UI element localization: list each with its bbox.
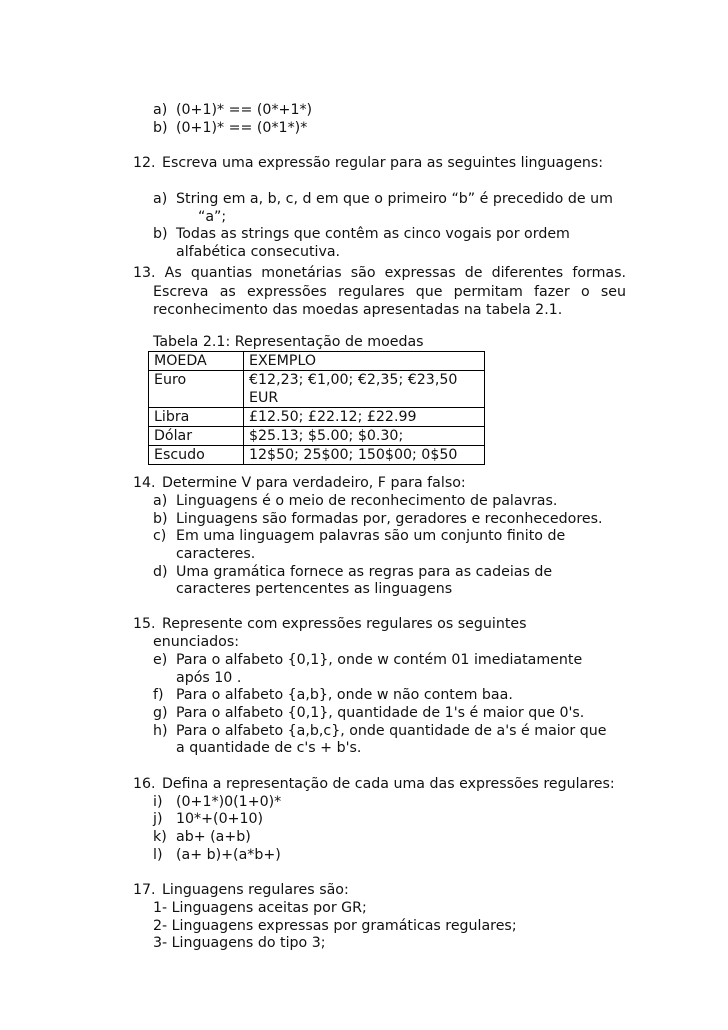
currency-table — [148, 351, 485, 465]
list-item-text: Para o alfabeto {0,1}, onde w contém 01 imediatamente — [176, 652, 583, 668]
question-text: Escreva uma expressão regular para as seguintes linguagens: — [162, 155, 604, 171]
question-number: 17. — [133, 882, 156, 898]
table-cell: Escudo — [149, 446, 244, 465]
list-marker: e) — [153, 652, 168, 668]
list-marker: h) — [153, 723, 168, 739]
list-marker: b) — [153, 226, 168, 242]
expression-text: (a+ b)+(a*b+) — [176, 847, 281, 863]
table-header-cell: MOEDA — [149, 352, 244, 371]
list-marker: a) — [153, 191, 168, 207]
question-number: 14. — [133, 475, 156, 491]
question-number: 15. — [133, 616, 156, 632]
list-item-text: Linguagens são formadas por, geradores e reconhecedores. — [176, 511, 603, 527]
list-marker: b) — [153, 120, 168, 136]
cell-line: EUR — [249, 390, 279, 406]
list-item-text: 1- Linguagens aceitas por GR; — [153, 900, 367, 916]
question-text: Represente com expressões regulares os seguintes — [162, 616, 527, 632]
table-cell — [244, 371, 485, 408]
question-number: 16. — [133, 776, 156, 792]
table-row — [149, 427, 485, 446]
list-item-text: caracteres. — [176, 546, 256, 562]
table-cell: Libra — [149, 408, 244, 427]
expression-text: ab+ (a+b) — [176, 829, 251, 845]
table-header-row — [149, 352, 485, 371]
list-item-text: caracteres pertencentes as linguagens — [176, 581, 453, 597]
cell-line: €12,23; €1,00; €2,35; €23,50 — [249, 372, 458, 388]
table-cell: 12$50; 25$00; 150$00; 0$50 — [244, 446, 485, 465]
list-marker: l) — [153, 847, 163, 863]
expression-text: 10*+(0+10) — [176, 811, 264, 827]
list-item-text: “a”; — [198, 209, 227, 225]
table-caption: Tabela 2.1: Representação de moedas — [153, 334, 424, 350]
list-marker: j) — [153, 811, 163, 827]
table-cell: £12.50; £22.12; £22.99 — [244, 408, 485, 427]
paragraph-line: Escreva as expressões regulares que permitam fazer o seu — [153, 284, 626, 300]
question-number: 12. — [133, 155, 156, 171]
list-marker: k) — [153, 829, 167, 845]
list-item-text: Em uma linguagem palavras são um conjunto finito de — [176, 528, 566, 544]
list-item-text: String em a, b, c, d em que o primeiro “b” é precedido de um — [176, 191, 613, 207]
paragraph-line: 13. As quantias monetárias são expressas de diferentes formas. — [133, 265, 626, 281]
list-marker: a) — [153, 102, 168, 118]
list-item-text: Para o alfabeto {0,1}, quantidade de 1's é maior que 0's. — [176, 705, 585, 721]
list-marker: c) — [153, 528, 167, 544]
question-text: Linguagens regulares são: — [162, 882, 349, 898]
list-item-text: Para o alfabeto {a,b,c}, onde quantidade de a's é maior que — [176, 723, 607, 739]
table-header-cell: EXEMPLO — [244, 352, 485, 371]
list-item-text: 2- Linguagens expressas por gramáticas regulares; — [153, 918, 517, 934]
list-item-text: Uma gramática fornece as regras para as cadeias de — [176, 564, 553, 580]
list-marker: f) — [153, 687, 164, 703]
table-cell: Euro — [149, 371, 244, 408]
list-item-text: Linguagens é o meio de reconhecimento de palavras. — [176, 493, 558, 509]
question-text: Determine V para verdadeiro, F para falso: — [162, 475, 466, 491]
list-item-text: após 10 . — [176, 670, 242, 686]
table-row — [149, 371, 485, 408]
expression-text: (0+1)* == (0*1*)* — [176, 120, 308, 136]
list-item-text: 3- Linguagens do tipo 3; — [153, 935, 326, 951]
list-item-text: alfabética consecutiva. — [176, 244, 341, 260]
table-cell: Dólar — [149, 427, 244, 446]
list-marker: a) — [153, 493, 168, 509]
expression-text: (0+1)* == (0*+1*) — [176, 102, 313, 118]
list-marker: b) — [153, 511, 168, 527]
question-text: Defina a representação de cada uma das expressões regulares: — [162, 776, 615, 792]
list-marker: i) — [153, 794, 163, 810]
list-marker: g) — [153, 705, 168, 721]
list-item-text: Para o alfabeto {a,b}, onde w não contem baa. — [176, 687, 513, 703]
question-text: enunciados: — [153, 634, 239, 650]
list-marker: d) — [153, 564, 168, 580]
table-row — [149, 408, 485, 427]
table-cell: $25.13; $5.00; $0.30; — [244, 427, 485, 446]
paragraph-line: reconhecimento das moedas apresentadas na tabela 2.1. — [153, 302, 563, 318]
list-item-text: a quantidade de c's + b's. — [176, 740, 362, 756]
list-item-text: Todas as strings que contêm as cinco vogais por ordem — [176, 226, 570, 242]
expression-text: (0+1*)0(1+0)* — [176, 794, 282, 810]
table-row — [149, 446, 485, 465]
